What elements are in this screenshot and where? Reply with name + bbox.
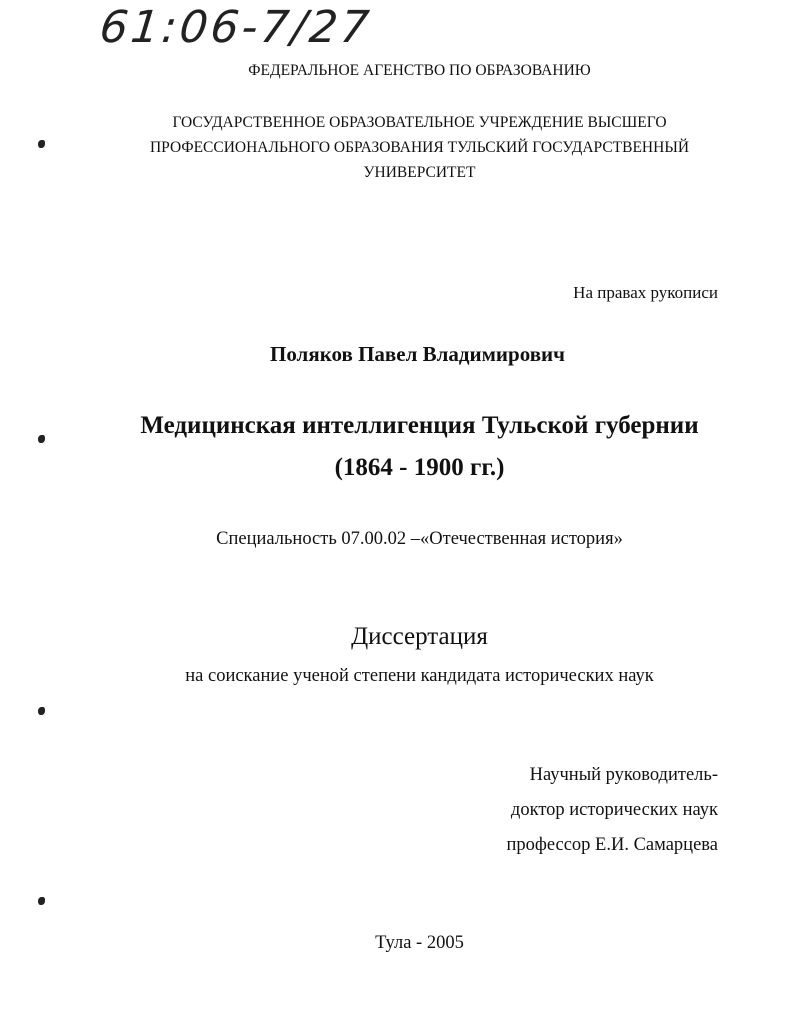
institution-line: ПРОФЕССИОНАЛЬНОГО ОБРАЗОВАНИЯ ТУЛЬСКИЙ ГОСУДАРСТВЕННЫЙ (149, 139, 690, 156)
author-name: Поляков Павел Владимирович (270, 342, 565, 366)
thesis-title: Медицинская интеллигенция Тульской губернии (140, 412, 699, 439)
institution-line: УНИВЕРСИТЕТ (363, 164, 476, 181)
manuscript-note: На правах рукописи (573, 283, 718, 302)
document-type: Диссертация (351, 623, 488, 650)
specialty: Специальность 07.00.02 –«Отечественная история» (216, 529, 623, 549)
agency-heading: ФЕДЕРАЛЬНОЕ АГЕНСТВО ПО ОБРАЗОВАНИЮ (248, 62, 591, 79)
thesis-title-years: (1864 - 1900 гг.) (334, 454, 505, 481)
supervisor-line: Научный руководитель- (529, 765, 718, 785)
handwritten-catalog-number: 61:06-7/27 (97, 2, 375, 53)
scan-mark (38, 897, 45, 905)
place-year: Тула - 2005 (375, 933, 464, 953)
supervisor-line: доктор исторических наук (510, 800, 718, 820)
degree: на соискание ученой степени кандидата исторических наук (185, 666, 654, 686)
supervisor-line: профессор Е.И. Самарцева (506, 835, 718, 855)
institution-line: ГОСУДАРСТВЕННОЕ ОБРАЗОВАТЕЛЬНОЕ УЧРЕЖДЕНИЕ ВЫСШЕГО (172, 114, 667, 131)
scan-mark (38, 707, 45, 715)
